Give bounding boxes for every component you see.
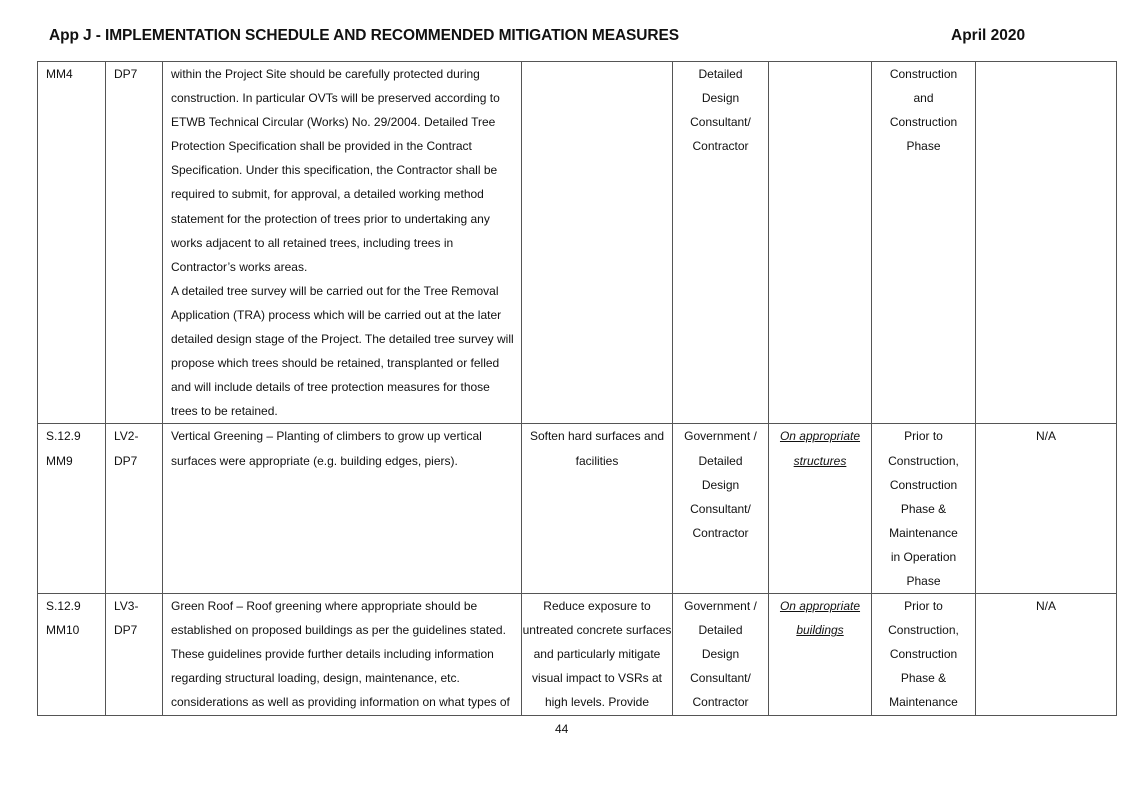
implementation-schedule-table	[37, 61, 1117, 716]
agent-cell	[673, 594, 769, 715]
code-cell	[106, 594, 163, 715]
location-line: On appropriate	[779, 429, 861, 444]
measure-line: regarding structural loading, design, maintenance, etc.	[171, 671, 460, 686]
page-number: 44	[555, 722, 569, 736]
page-header-title: App J - IMPLEMENTATION SCHEDULE AND RECOMMENDED MITIGATION MEASURES	[49, 27, 679, 44]
timing-cell	[872, 424, 976, 594]
ref-cell	[38, 62, 106, 424]
objective-line: visual impact to VSRs at	[531, 671, 663, 686]
measure-line: Protection Specification shall be provided in the Contract	[171, 139, 472, 154]
objective-cell	[522, 62, 673, 424]
timing-cell	[872, 62, 976, 424]
agent-line: Contractor	[692, 139, 749, 154]
requirement-cell	[976, 424, 1117, 594]
measure-line: Specification. Under this specification, the Contractor shall be	[171, 163, 498, 178]
timing-line: Construction	[889, 67, 958, 81]
location-line: buildings	[796, 623, 844, 638]
objective-line: untreated concrete surfaces	[522, 623, 672, 638]
ref-line: S.12.9	[46, 429, 81, 444]
timing-line: Construction	[889, 115, 958, 130]
timing-line: Maintenance	[889, 695, 958, 710]
measure-cell	[163, 424, 522, 594]
agent-line: Design	[701, 647, 740, 662]
measure-cell	[163, 62, 522, 424]
timing-line: Prior to	[904, 429, 943, 444]
measure-cell	[163, 594, 522, 715]
agent-line: Government /	[684, 429, 757, 444]
timing-line: Maintenance	[889, 525, 958, 540]
measure-line: considerations as well as providing information on what types of	[171, 695, 510, 710]
measure-line: Vertical Greening – Planting of climbers to grow up vertical	[171, 429, 482, 444]
agent-line: Contractor	[692, 695, 749, 710]
agent-line: Detailed	[698, 453, 743, 468]
code-line: LV3-	[114, 599, 139, 614]
requirement-cell	[976, 62, 1117, 424]
ref-line: MM10	[46, 623, 80, 638]
location-line: On appropriate	[779, 599, 861, 614]
agent-line: Design	[701, 477, 740, 492]
timing-line: Construction	[889, 477, 958, 492]
measure-line: These guidelines provide further details including information	[171, 647, 494, 662]
agent-line: Consultant/	[690, 671, 751, 686]
objective-line: facilities	[575, 453, 619, 468]
timing-line: Construction,	[888, 453, 959, 468]
agent-line: Design	[701, 91, 740, 106]
table-row	[38, 62, 1117, 424]
measure-line: Application (TRA) process which will be carried out at the later	[171, 307, 502, 322]
measure-line: and will include details of tree protection measures for those	[171, 380, 490, 395]
timing-line: Phase	[906, 139, 941, 154]
ref-cell	[38, 424, 106, 594]
measure-line: required to submit, for approval, a detailed working method	[171, 187, 484, 202]
code-cell	[106, 62, 163, 424]
agent-line: Detailed	[698, 67, 743, 81]
timing-line: Phase	[906, 573, 941, 588]
measure-line: established on proposed buildings as per the guidelines stated.	[171, 623, 506, 638]
measure-line: construction. In particular OVTs will be preserved according to	[171, 91, 500, 106]
measure-line: Contractor’s works areas.	[171, 259, 308, 274]
timing-line: Phase &	[900, 501, 947, 516]
timing-line: Construction,	[888, 623, 959, 638]
agent-line: Consultant/	[690, 115, 751, 130]
code-cell	[106, 424, 163, 594]
location-cell	[769, 594, 872, 715]
objective-cell	[522, 424, 673, 594]
timing-line: Prior to	[904, 599, 943, 614]
measure-line: works adjacent to all retained trees, including trees in	[171, 235, 454, 250]
measure-line: detailed design stage of the Project. The detailed tree survey will	[171, 332, 514, 347]
ref-cell	[38, 594, 106, 715]
agent-line: Government /	[684, 599, 757, 614]
measure-line: A detailed tree survey will be carried out for the Tree Removal	[171, 283, 499, 298]
agent-cell	[673, 62, 769, 424]
requirement-line: N/A	[1035, 429, 1056, 444]
measure-line: statement for the protection of trees prior to undertaking any	[171, 211, 490, 226]
agent-line: Consultant/	[690, 501, 751, 516]
measure-line: Green Roof – Roof greening where appropriate should be	[171, 599, 478, 614]
timing-line: Construction	[889, 647, 958, 662]
ref-line: S.12.9	[46, 599, 81, 614]
table-row	[38, 424, 1117, 594]
measure-line: within the Project Site should be carefully protected during	[171, 67, 480, 81]
measure-line: propose which trees should be retained, transplanted or felled	[171, 356, 500, 371]
requirement-line: N/A	[1035, 599, 1056, 614]
timing-line: in Operation	[890, 549, 957, 564]
agent-line: Contractor	[692, 525, 749, 540]
page-header-date: April 2020	[951, 27, 1026, 44]
measure-line: ETWB Technical Circular (Works) No. 29/2004. Detailed Tree	[171, 115, 496, 130]
objective-line: and particularly mitigate	[533, 647, 661, 662]
timing-line: Phase &	[900, 671, 947, 686]
objective-line: Reduce exposure to	[543, 599, 651, 614]
table-row	[38, 594, 1117, 715]
code-line: DP7	[114, 623, 138, 638]
measure-line: trees to be retained.	[171, 404, 278, 419]
location-cell	[769, 62, 872, 424]
objective-line: Soften hard surfaces and	[529, 429, 665, 444]
ref-line: MM9	[46, 453, 73, 468]
code-line: DP7	[114, 67, 138, 81]
objective-cell	[522, 594, 673, 715]
location-line: structures	[793, 453, 847, 468]
code-line: DP7	[114, 453, 138, 468]
code-line: LV2-	[114, 429, 139, 444]
location-cell	[769, 424, 872, 594]
timing-line: and	[913, 91, 934, 106]
requirement-cell	[976, 594, 1117, 715]
agent-line: Detailed	[698, 623, 743, 638]
agent-cell	[673, 424, 769, 594]
objective-line: high levels. Provide	[544, 695, 650, 710]
timing-cell	[872, 594, 976, 715]
measure-line: surfaces were appropriate (e.g. building edges, piers).	[171, 453, 458, 468]
ref-line: MM4	[46, 67, 73, 81]
